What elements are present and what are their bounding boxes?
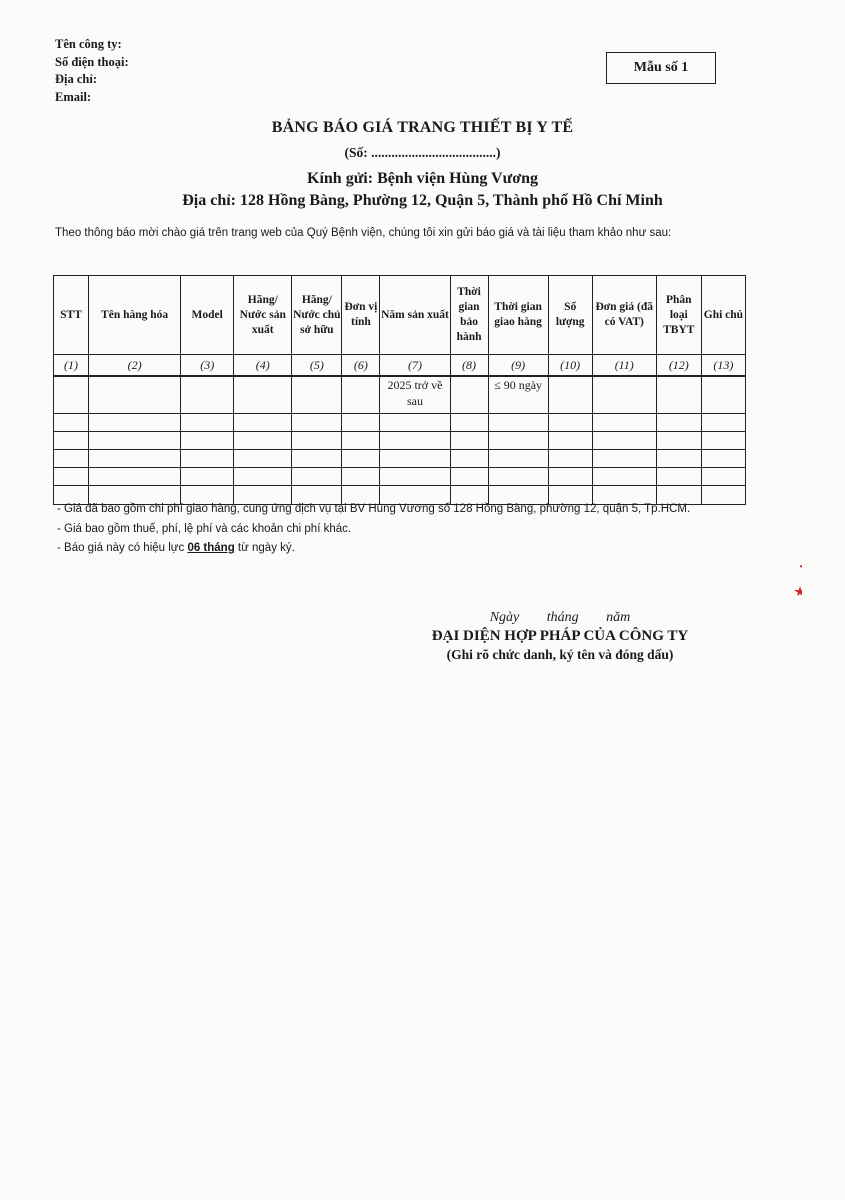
intro-text: Theo thông báo mời chào giá trên trang web của Quý Bệnh viện, chúng tôi xin gửi báo giá và tài liệu tham khảo như sau: [55, 227, 672, 239]
header-model: Model [181, 276, 234, 355]
recipient-address: Địa chỉ: 128 Hồng Bàng, Phường 12, Quận 5, Thành phố Hồ Chí Minh [182, 192, 663, 209]
index-cell: (12) [656, 355, 701, 377]
seal-stamp-icon [742, 560, 802, 680]
validity-period: 06 tháng [187, 542, 235, 554]
note-delivery: - Giá đã bao gồm chi phí giao hàng, cung ứng dịch vụ tại BV Hùng Vương số 128 Hồng Bàng, phường 12, quận 5, Tp.HCM. [57, 503, 691, 515]
company-phone-label: Số điện thoại: [55, 54, 129, 69]
table-cell [89, 376, 181, 414]
table-row [54, 432, 746, 450]
table-cell [656, 376, 701, 414]
table-cell [701, 376, 745, 414]
table-cell [592, 376, 656, 414]
header-product-name: Tên hàng hóa [89, 276, 181, 355]
note-validity-pre: - Báo giá này có hiệu lực [57, 542, 188, 554]
header-manufacturer: Hãng/ Nước sản xuất [234, 276, 292, 355]
table-cell [234, 376, 292, 414]
table-cell [450, 376, 488, 414]
index-cell: (1) [54, 355, 89, 377]
recipient: Kính gửi: Bệnh viện Hùng Vương [307, 170, 538, 187]
table-cell [548, 376, 592, 414]
signature-instruction: (Ghi rõ chức danh, ký tên và đóng dấu) [446, 647, 674, 662]
header-warranty: Thời gian bảo hành [450, 276, 488, 355]
note-validity-post: từ ngày ký. [234, 542, 295, 554]
date-month: tháng [546, 610, 579, 625]
index-cell: (3) [181, 355, 234, 377]
table-cell [292, 376, 342, 414]
quote-table [53, 275, 746, 505]
header-owner: Hãng/ Nước chủ sở hữu [292, 276, 342, 355]
header-unit-price: Đơn giá (đã có VAT) [592, 276, 656, 355]
index-cell: (7) [380, 355, 450, 377]
delivery-cell: ≤ 90 ngày [488, 376, 548, 414]
signature-block [410, 610, 710, 663]
header-note: Ghi chú [701, 276, 745, 355]
signature-date [410, 610, 710, 626]
representative-title: ĐẠI DIỆN HỢP PHÁP CỦA CÔNG TY [431, 628, 689, 644]
index-cell: (10) [548, 355, 592, 377]
notes [57, 500, 727, 559]
date-day: Ngày [489, 610, 520, 625]
document-title: BẢNG BÁO GIÁ TRANG THIẾT BỊ Y TẾ [271, 119, 574, 136]
header-stt: STT [54, 276, 89, 355]
table-row [54, 376, 746, 414]
company-address-label: Địa chỉ: [55, 72, 98, 86]
quote-number: (Số: .....................................) [344, 145, 501, 160]
company-name-label: Tên công ty: [55, 37, 122, 51]
index-cell: (8) [450, 355, 488, 377]
header-unit: Đơn vị tính [342, 276, 380, 355]
note-taxes: - Giá bao gồm thuế, phí, lệ phí và các khoản chi phí khác. [57, 522, 352, 535]
year-cell: 2025 trở về sau [380, 376, 450, 414]
table-index-row [54, 355, 746, 377]
index-cell: (6) [342, 355, 380, 377]
index-cell: (2) [89, 355, 181, 377]
table-row [54, 414, 746, 432]
form-number-badge: Mẫu số 1 [606, 52, 716, 84]
header-quantity: Số lượng [548, 276, 592, 355]
table-header-row [54, 276, 746, 355]
table-cell [342, 376, 380, 414]
header-year: Năm sản xuất [380, 276, 450, 355]
index-cell: (5) [292, 355, 342, 377]
table-cell [181, 376, 234, 414]
table-cell [54, 376, 89, 414]
index-cell: (9) [488, 355, 548, 377]
table-row [54, 468, 746, 486]
company-info [55, 36, 129, 106]
note-validity [57, 539, 727, 559]
index-cell: (11) [592, 355, 656, 377]
header-classification: Phân loại TBYT [656, 276, 701, 355]
table-row [54, 450, 746, 468]
header-delivery: Thời gian giao hàng [488, 276, 548, 355]
index-cell: (13) [701, 355, 745, 377]
index-cell: (4) [234, 355, 292, 377]
date-year: năm [606, 610, 631, 625]
company-email-label: Email: [55, 89, 92, 104]
